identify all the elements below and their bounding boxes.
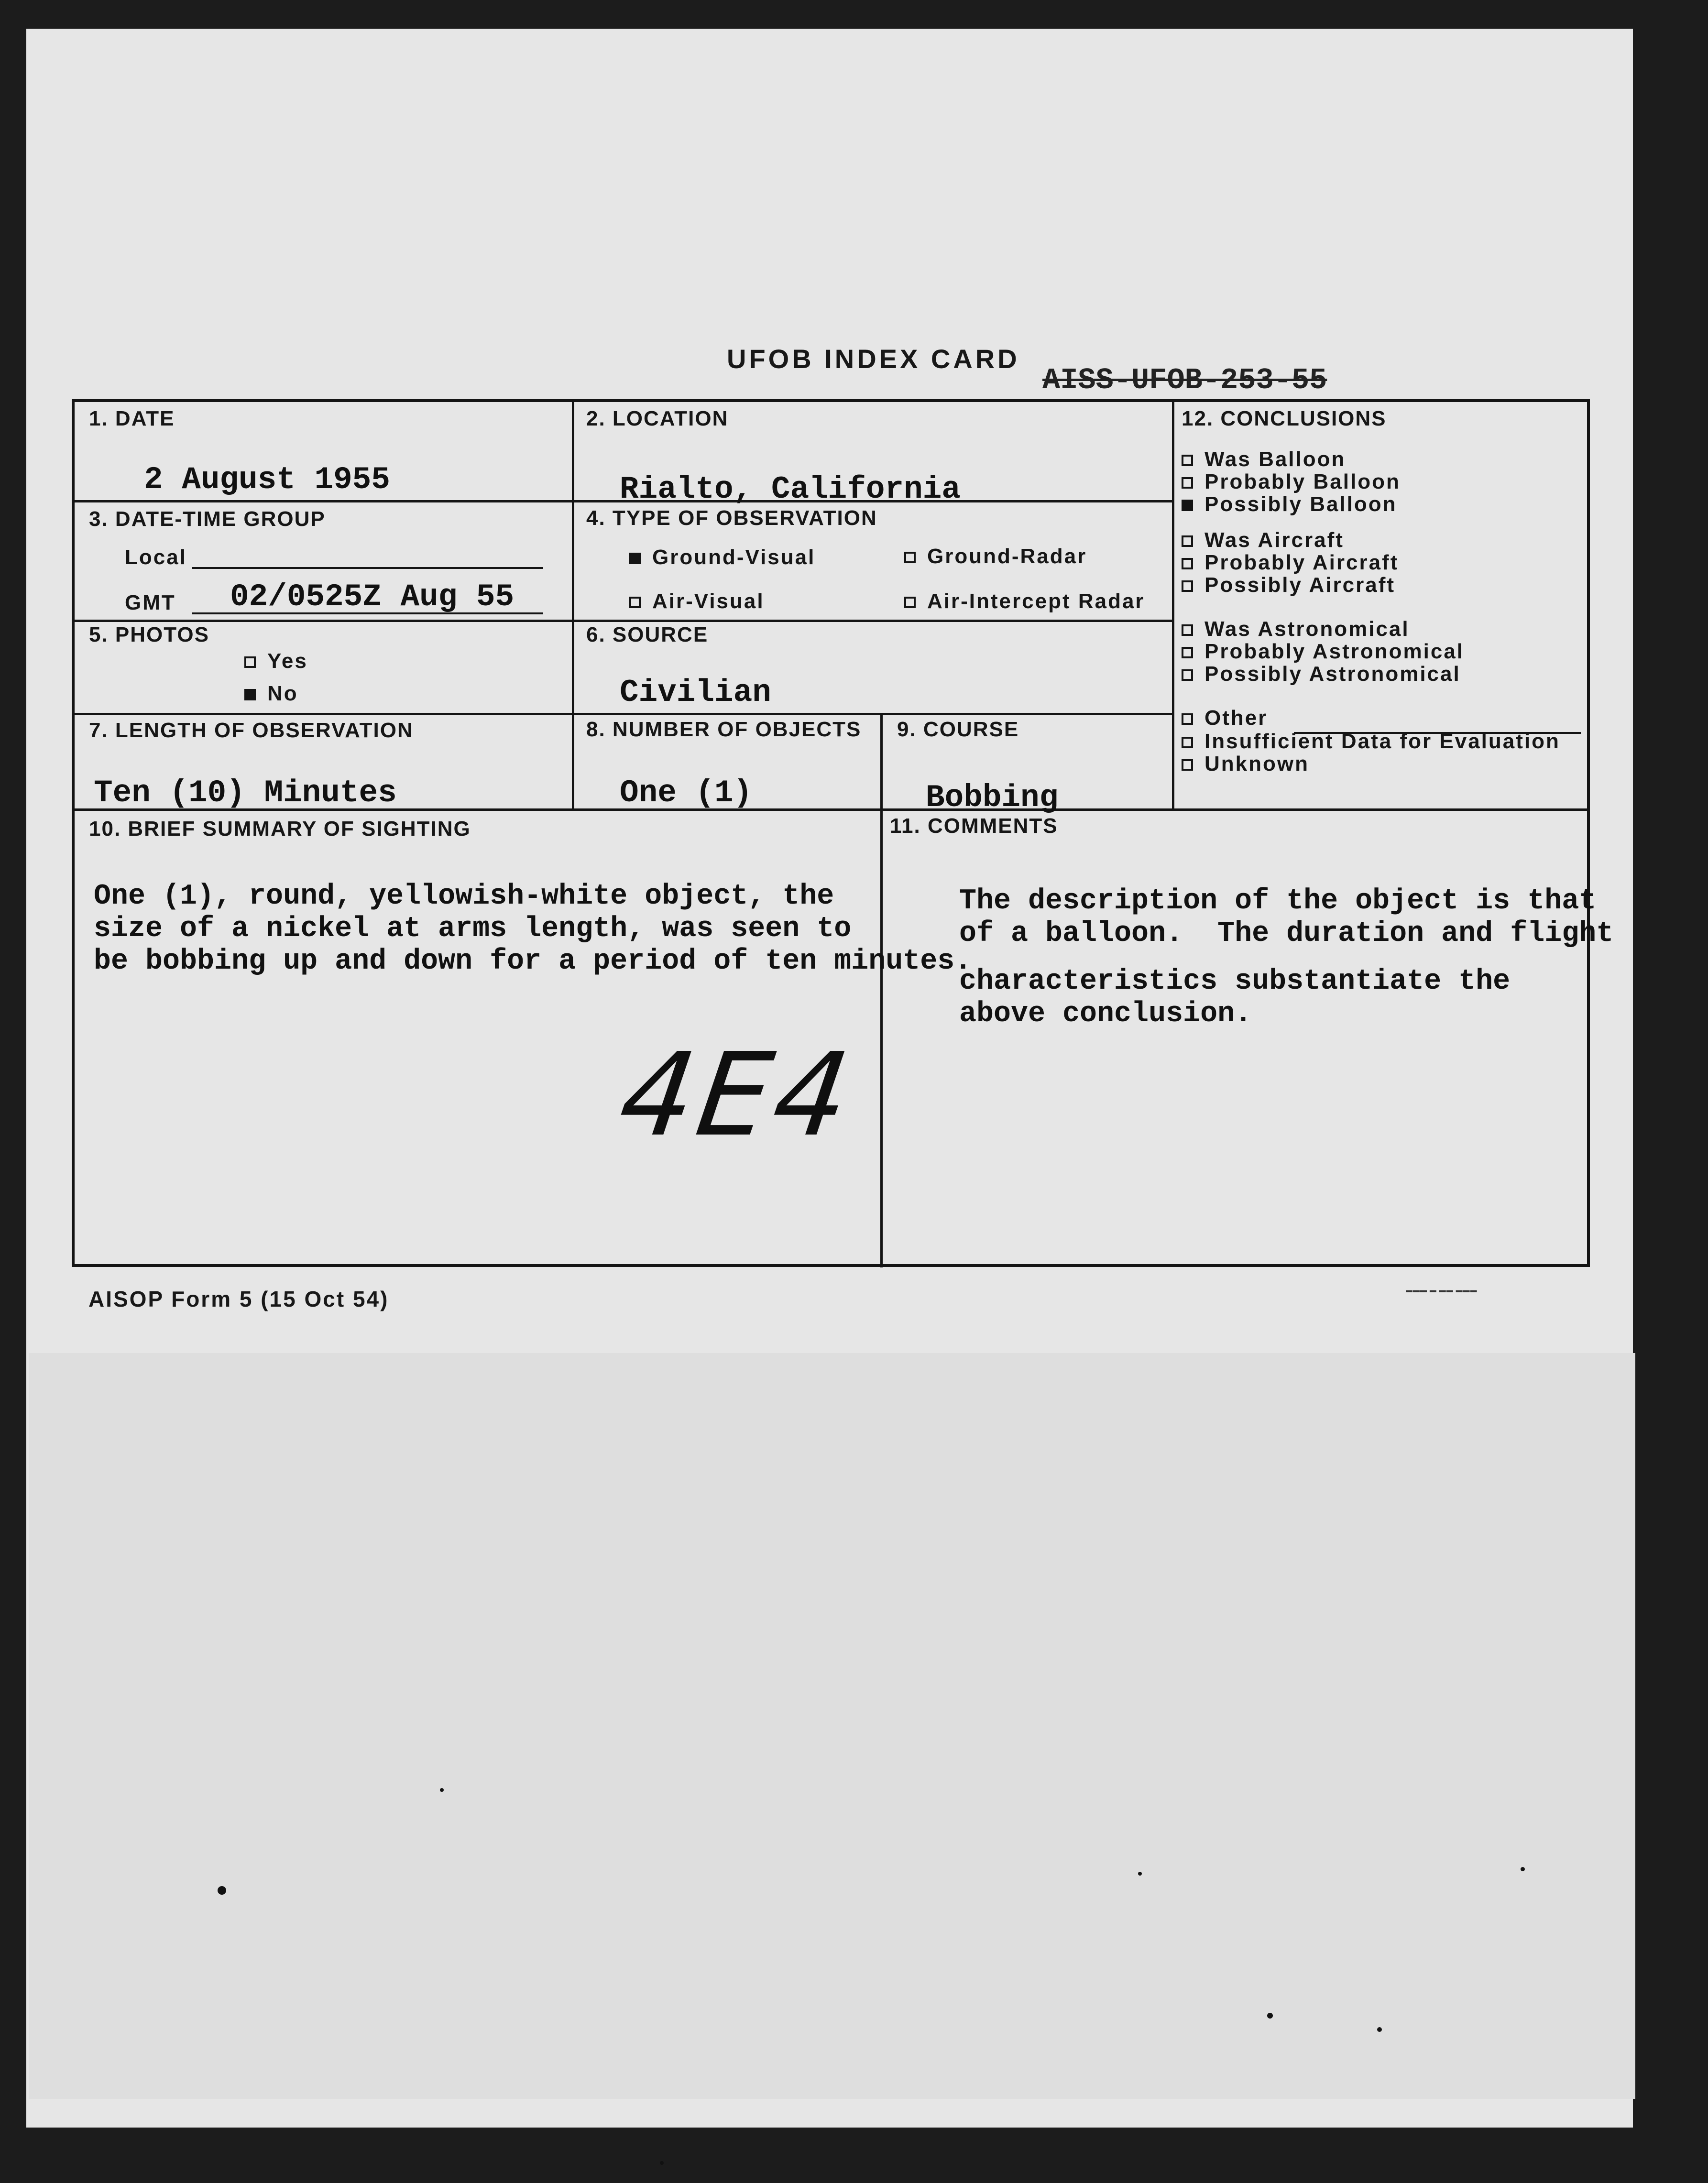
summary-text: One (1), round, yellowish-white object, the size of a nickel at arms length, was seen to be bobbing up and down for a period of ten minutes. xyxy=(94,880,972,978)
checkbox-empty-icon xyxy=(1182,713,1193,725)
comments-label: 11. COMMENTS xyxy=(890,814,1058,838)
dust-speck xyxy=(660,2161,664,2165)
printer-imprint-mark: ▬▬▬ ▬ ▬▬ ▬▬▬ xyxy=(1406,1286,1478,1294)
conclusion-possibly-aircraft: Possibly Aircraft xyxy=(1182,573,1395,597)
option-air-visual: Air-Visual xyxy=(629,589,765,613)
local-time-label: Local xyxy=(125,546,187,569)
checkbox-checked-icon xyxy=(244,689,256,700)
gmt-value: 02/0525Z Aug 55 xyxy=(230,579,515,615)
handwritten-note: 4E4 xyxy=(612,1028,861,1162)
gmt-label: GMT xyxy=(125,591,176,614)
column-divider xyxy=(572,402,574,808)
length-of-observation-value: Ten (10) Minutes xyxy=(94,775,397,811)
checkbox-empty-icon xyxy=(1182,558,1193,569)
conclusion-insufficient-data: Insufficient Data for Evaluation xyxy=(1182,730,1560,753)
photos-label: 5. PHOTOS xyxy=(89,623,209,646)
card-file-id: AISS-UFOB-253-55 xyxy=(1042,363,1327,397)
number-of-objects-label: 8. NUMBER OF OBJECTS xyxy=(586,718,862,741)
checkbox-empty-icon xyxy=(1182,669,1193,681)
form-identifier: AISOP Form 5 (15 Oct 54) xyxy=(88,1287,389,1311)
card-title: UFOB INDEX CARD xyxy=(727,344,1020,374)
checkbox-empty-icon xyxy=(244,656,256,668)
source-label: 6. SOURCE xyxy=(586,623,709,646)
length-of-observation-label: 7. LENGTH OF OBSERVATION xyxy=(89,719,414,742)
checkbox-empty-icon xyxy=(904,552,916,563)
course-label: 9. COURSE xyxy=(897,718,1019,741)
location-label: 2. LOCATION xyxy=(586,407,729,430)
checkbox-empty-icon xyxy=(1182,647,1193,658)
row-divider xyxy=(75,620,1172,622)
number-of-objects-value: One (1) xyxy=(620,775,753,811)
row-divider xyxy=(75,713,1172,715)
checkbox-checked-icon xyxy=(629,553,641,564)
conclusion-probably-balloon: Probably Balloon xyxy=(1182,470,1401,494)
course-value: Bobbing xyxy=(926,780,1059,816)
option-ground-radar: Ground-Radar xyxy=(904,545,1087,568)
date-label: 1. DATE xyxy=(89,407,175,430)
checkbox-empty-icon xyxy=(629,597,641,608)
blank-lower-page xyxy=(29,1353,1635,2099)
checkbox-empty-icon xyxy=(1182,455,1193,466)
source-value: Civilian xyxy=(620,675,771,710)
column-divider xyxy=(880,713,883,1267)
checkbox-empty-icon xyxy=(1182,759,1193,771)
conclusion-probably-aircraft: Probably Aircraft xyxy=(1182,551,1399,575)
conclusion-was-astronomical: Was Astronomical xyxy=(1182,617,1410,641)
checkbox-empty-icon xyxy=(1182,535,1193,547)
dust-speck xyxy=(1377,2027,1382,2032)
checkbox-empty-icon xyxy=(1182,477,1193,489)
local-time-line xyxy=(192,567,543,569)
conclusion-possibly-balloon: Possibly Balloon xyxy=(1182,492,1397,516)
dust-speck xyxy=(440,1788,444,1792)
checkbox-empty-icon xyxy=(1182,737,1193,748)
conclusions-label: 12. CONCLUSIONS xyxy=(1182,407,1387,430)
conclusion-unknown: Unknown xyxy=(1182,752,1309,776)
option-air-intercept-radar: Air-Intercept Radar xyxy=(904,589,1145,613)
conclusion-was-balloon: Was Balloon xyxy=(1182,448,1346,471)
dust-speck xyxy=(218,1886,226,1895)
dust-speck xyxy=(1267,2013,1273,2019)
checkbox-empty-icon xyxy=(904,597,916,608)
comments-text: The description of the object is that of a balloon. The duration and flight characteristics substantiate the above conclusion. xyxy=(959,885,1614,1030)
date-value: 2 August 1955 xyxy=(144,462,390,498)
date-time-group-label: 3. DATE-TIME GROUP xyxy=(89,507,326,531)
dust-speck xyxy=(1521,1867,1525,1871)
option-photos-no: No xyxy=(244,682,298,706)
location-value: Rialto, California xyxy=(620,471,961,507)
type-of-observation-label: 4. TYPE OF OBSERVATION xyxy=(586,506,877,530)
conclusion-other: Other xyxy=(1182,706,1268,730)
checkbox-empty-icon xyxy=(1182,580,1193,592)
checkbox-checked-icon xyxy=(1182,500,1193,511)
checkbox-empty-icon xyxy=(1182,624,1193,636)
dust-speck xyxy=(1138,1872,1142,1876)
conclusion-was-aircraft: Was Aircraft xyxy=(1182,528,1344,552)
conclusion-probably-astronomical: Probably Astronomical xyxy=(1182,640,1464,664)
column-divider xyxy=(1172,402,1174,808)
summary-label: 10. BRIEF SUMMARY OF SIGHTING xyxy=(89,817,471,840)
option-ground-visual: Ground-Visual xyxy=(629,546,815,569)
conclusion-possibly-astronomical: Possibly Astronomical xyxy=(1182,662,1461,686)
option-photos-yes: Yes xyxy=(244,649,308,673)
